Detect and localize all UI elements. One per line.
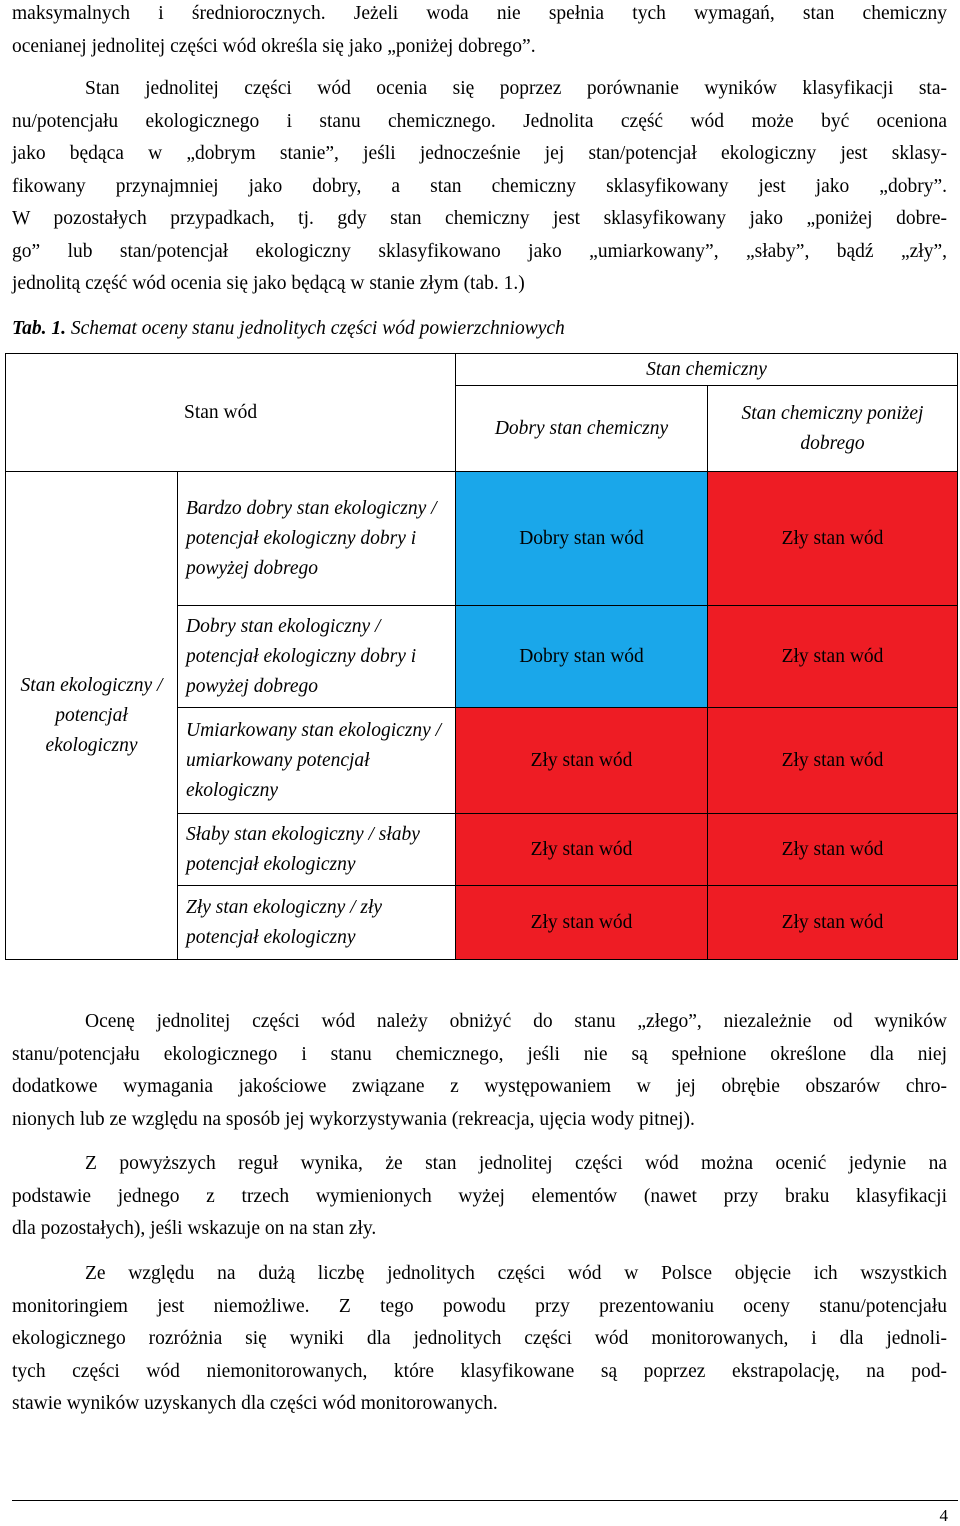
corner-cell [6,354,456,472]
intro-paragraph [12,0,947,63]
text-line: stawie wyników uzyskanych dla części wód monitorowanych. [12,1393,498,1414]
text-line: nionych lub ze względu na sposób jej wykorzystywania (rekreacja, ujęcia wody pitnej). [12,1108,695,1130]
result-cell-good: Zły stan wód [456,708,708,814]
row-label: Słaby stan ekologiczny / słaby potencjał ekologiczny [178,814,456,886]
text-line: jednolitą część wód ocenia się jako będącą w stanie złym (tab. 1.) [12,273,525,294]
text-line: maksymalnych i średniorocznych. Jeżeli woda nie spełnia tych wymagań, stan chemiczny [12,3,947,24]
text-line: Ocenę jednolitej części wód należy obniżyć do stanu „złego”, niezależnie od wyników [85,1011,947,1032]
row-label: Zły stan ekologiczny / zły potencjał ekologiczny [178,886,456,960]
row-label: Dobry stan ekologiczny / potencjał ekologiczny dobry i powyżej dobrego [178,606,456,708]
text-line: nu/potencjału ekologicznego i stanu chemicznego. Jednolita część wód może być oceniona [12,110,947,132]
row-group-label: Stan ekologiczny / potencjał ekologiczny [6,472,178,960]
footer-divider [12,1500,958,1501]
text-line: dla pozostałych), jeśli wskazuje on na stan zły. [12,1218,377,1239]
paragraph-2 [12,1006,947,1136]
text-line: W pozostałych przypadkach, tj. gdy stan chemiczny jest sklasyfikowany jako „poniżej dobre- [12,208,947,229]
result-cell-bad: Zły stan wód [708,814,958,886]
result-cell-bad: Zły stan wód [708,886,958,960]
text-line: ocenianej jednolitej części wód określa się jako „poniżej dobrego”. [12,35,536,57]
text-line: Ze względu na dużą liczbę jednolitych części wód w Polsce objęcie ich wszystkich [85,1263,947,1284]
text-line: tych części wód niemonitorowanych, które klasyfikowane są poprzez ekstrapolację, na pod- [12,1360,947,1382]
row-label: Bardzo dobry stan ekologiczny / potencjał ekologiczny dobry i powyżej dobrego [178,472,456,606]
assessment-table [5,353,958,960]
stan-wod-header: Stan wód [184,401,258,423]
result-cell-bad: Zły stan wód [708,606,958,708]
table-caption-label: Tab. 1. [12,318,66,339]
result-cell-good: Zły stan wód [456,886,708,960]
page-number: 4 [939,1506,948,1525]
good-chemical-header: Dobry stan chemiczny [456,386,708,472]
stan-chemiczny-header: Stan chemiczny [456,354,958,386]
result-cell-good: Dobry stan wód [456,472,708,606]
text-line: podstawie jednego z trzech wymienionych wyżej elementów (nawet przy braku klasyfikacji [12,1185,947,1207]
result-cell-good: Dobry stan wód [456,606,708,708]
text-line: Stan jednolitej części wód ocenia się poprzez porównanie wyników klasyfikacji sta- [85,78,947,99]
bad-chemical-header: Stan chemiczny poniżej dobrego [708,386,958,472]
text-line: stanu/potencjału ekologicznego i stanu chemicznego, jeśli nie są spełnione określone dla niej [12,1043,947,1065]
paragraph-1 [12,73,947,301]
result-cell-bad: Zły stan wód [708,472,958,606]
result-cell-good: Zły stan wód [456,814,708,886]
text-line: ekologicznego rozróżnia się wyniki dla jednolitych części wód monitorowanych, i dla jednoli- [12,1328,947,1349]
text-line: fikowany przynajmniej jako dobry, a stan chemiczny sklasyfikowany jest jako „dobry”. [12,175,947,197]
text-line: dodatkowe wymagania jakościowe związane z występowaniem w jej obrębie obszarów chro- [12,1076,947,1097]
text-line: jako będąca w „dobrym stanie”, jeśli jednocześnie jej stan/potencjał ekologiczny jest sklasy- [12,143,947,164]
text-line: Z powyższych reguł wynika, że stan jednolitej części wód można ocenić jedynie na [85,1153,947,1174]
table-caption-text: Schemat oceny stanu jednolitych części wód powierzchniowych [66,318,565,339]
text-line: monitoringiem jest niemożliwe. Z tego powodu przy prezentowaniu oceny stanu/potencjału [12,1295,947,1317]
paragraph-4 [12,1258,947,1421]
table-caption [12,316,565,342]
result-cell-bad: Zły stan wód [708,708,958,814]
paragraph-3 [12,1148,947,1246]
text-line: go” lub stan/potencjał ekologiczny sklasyfikowano jako „umiarkowany”, „słaby”, bądź „zły”, [12,240,947,262]
row-label: Umiarkowany stan ekologiczny / umiarkowany potencjał ekologiczny [178,708,456,814]
